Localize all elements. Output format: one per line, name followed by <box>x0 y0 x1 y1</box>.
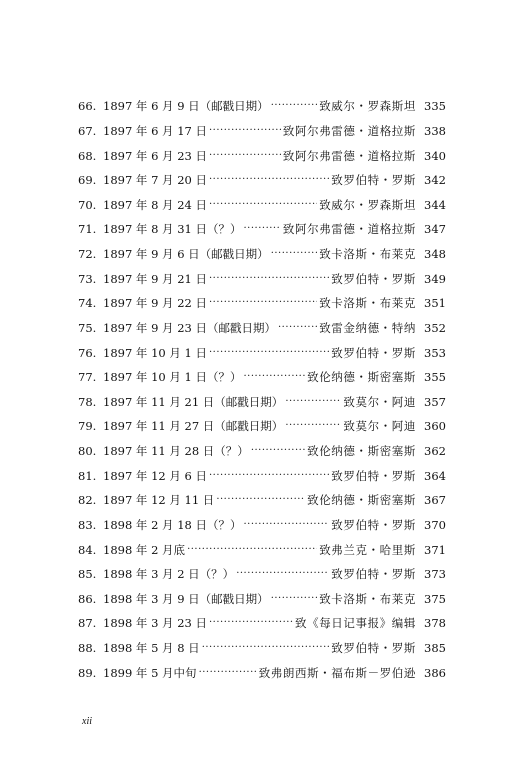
toc-entry[interactable] <box>78 414 446 439</box>
entry-number: 75. <box>78 320 97 335</box>
entry-date: 1897 年 6 月 9 日（邮戳日期） <box>103 99 269 114</box>
entry-date: 1897 年 6 月 17 日 <box>103 123 207 138</box>
entry-recipient: 致罗伯特・罗斯 <box>331 173 416 188</box>
entry-date: 1897 年 10 月 1 日 <box>103 345 207 360</box>
toc-entry[interactable] <box>78 513 446 538</box>
entry-number: 79. <box>78 419 97 434</box>
dot-leader <box>285 421 341 431</box>
entry-recipient: 致罗伯特・罗斯 <box>331 468 416 483</box>
entry-page-number: 385 <box>424 641 446 656</box>
entry-date: 1897 年 12 月 11 日 <box>103 493 215 508</box>
entry-date: 1898 年 2 月 18 日（？） <box>103 517 242 532</box>
toc-entry[interactable] <box>78 390 446 415</box>
entry-number: 72. <box>78 247 97 262</box>
entry-date: 1897 年 8 月 31 日（？） <box>103 222 242 237</box>
toc-entry[interactable] <box>78 488 446 513</box>
entry-page-number: 353 <box>424 345 446 360</box>
entry-page-number: 338 <box>424 123 446 138</box>
dot-leader <box>244 372 306 382</box>
entry-page-number: 362 <box>424 444 446 459</box>
dot-leader <box>209 618 293 628</box>
entry-page-number: 370 <box>424 517 446 532</box>
toc-entry[interactable] <box>78 217 446 242</box>
toc-entry[interactable] <box>78 168 446 193</box>
entry-number: 69. <box>78 173 97 188</box>
toc-entry[interactable] <box>78 660 446 685</box>
entry-recipient: 致伦纳德・斯密塞斯 <box>307 370 416 385</box>
entry-date: 1897 年 10 月 1 日（？） <box>103 370 242 385</box>
entry-date: 1897 年 7 月 20 日 <box>103 173 207 188</box>
dot-leader <box>209 126 281 136</box>
entry-number: 70. <box>78 197 97 212</box>
entry-number: 73. <box>78 271 97 286</box>
toc-entry[interactable] <box>78 119 446 144</box>
entry-page-number: 375 <box>424 591 446 606</box>
dot-leader <box>271 101 318 111</box>
toc-entry[interactable] <box>78 143 446 168</box>
dot-leader <box>209 151 281 161</box>
toc-entry[interactable] <box>78 537 446 562</box>
entry-recipient: 致《每日记事报》编辑 <box>295 616 416 631</box>
toc-entry[interactable] <box>78 291 446 316</box>
entry-number: 85. <box>78 567 97 582</box>
dot-leader <box>244 224 281 234</box>
entry-page-number: 355 <box>424 370 446 385</box>
entry-recipient: 致罗伯特・罗斯 <box>331 567 416 582</box>
entry-date: 1897 年 11 月 27 日（邮戳日期） <box>103 419 284 434</box>
entry-recipient: 致威尔・罗森斯坦 <box>319 197 416 212</box>
toc-entry[interactable] <box>78 636 446 661</box>
entry-page-number: 367 <box>424 493 446 508</box>
page-folio: xii <box>82 716 92 727</box>
entry-recipient: 致罗伯特・罗斯 <box>331 641 416 656</box>
entry-number: 78. <box>78 394 97 409</box>
entry-number: 66. <box>78 99 97 114</box>
entry-date: 1897 年 9 月 21 日 <box>103 271 207 286</box>
entry-page-number: 342 <box>424 173 446 188</box>
entry-page-number: 386 <box>424 665 446 680</box>
entry-date: 1897 年 9 月 6 日（邮戳日期） <box>103 247 269 262</box>
entry-date: 1898 年 3 月 9 日（邮戳日期） <box>103 591 269 606</box>
entry-number: 82. <box>78 493 97 508</box>
entry-page-number: 347 <box>424 222 446 237</box>
toc-entry[interactable] <box>78 463 446 488</box>
entry-number: 67. <box>78 123 97 138</box>
toc-entry[interactable] <box>78 316 446 341</box>
entry-page-number: 352 <box>424 320 446 335</box>
entry-page-number: 340 <box>424 148 446 163</box>
entry-page-number: 373 <box>424 567 446 582</box>
toc-entry[interactable] <box>78 587 446 612</box>
entry-number: 77. <box>78 370 97 385</box>
dot-leader <box>199 668 257 678</box>
entry-page-number: 364 <box>424 468 446 483</box>
entry-date: 1897 年 12 月 6 日 <box>103 468 207 483</box>
entry-date: 1897 年 11 月 21 日（邮戳日期） <box>103 394 284 409</box>
entry-number: 86. <box>78 591 97 606</box>
dot-leader <box>209 200 317 210</box>
entry-date: 1898 年 5 月 8 日 <box>103 641 200 656</box>
entry-recipient: 致阿尔弗雷德・道格拉斯 <box>282 222 416 237</box>
entry-number: 68. <box>78 148 97 163</box>
entry-recipient: 致卡洛斯・布莱克 <box>319 296 416 311</box>
entry-recipient: 致莫尔・阿迪 <box>343 394 416 409</box>
entry-number: 80. <box>78 444 97 459</box>
entry-number: 87. <box>78 616 97 631</box>
dot-leader <box>202 643 330 653</box>
entry-number: 81. <box>78 468 97 483</box>
entry-page-number: 349 <box>424 271 446 286</box>
entry-page-number: 360 <box>424 419 446 434</box>
entry-page-number: 357 <box>424 394 446 409</box>
entry-number: 83. <box>78 517 97 532</box>
toc-entry[interactable] <box>78 562 446 587</box>
dot-leader <box>271 594 318 604</box>
entry-date: 1898 年 3 月 2 日（？） <box>103 567 235 582</box>
entry-page-number: 351 <box>424 296 446 311</box>
toc-entry[interactable] <box>78 365 446 390</box>
entry-date: 1899 年 5 月中旬 <box>103 665 197 680</box>
toc-entry[interactable] <box>78 94 446 119</box>
dot-leader <box>209 274 329 284</box>
table-of-contents <box>78 94 446 685</box>
entry-number: 74. <box>78 296 97 311</box>
entry-number: 89. <box>78 665 97 680</box>
toc-entry[interactable] <box>78 266 446 291</box>
toc-entry[interactable] <box>78 193 446 218</box>
dot-leader <box>209 471 329 481</box>
entry-number: 88. <box>78 641 97 656</box>
dot-leader <box>209 175 329 185</box>
entry-page-number: 378 <box>424 616 446 631</box>
entry-page-number: 335 <box>424 99 446 114</box>
entry-recipient: 致罗伯特・罗斯 <box>331 271 416 286</box>
dot-leader <box>209 298 317 308</box>
toc-entry[interactable] <box>78 242 446 267</box>
dot-leader <box>271 249 318 259</box>
toc-entry[interactable] <box>78 439 446 464</box>
entry-number: 84. <box>78 542 97 557</box>
dot-leader <box>285 397 341 407</box>
entry-date: 1897 年 9 月 22 日 <box>103 296 207 311</box>
entry-recipient: 致弗兰克・哈里斯 <box>319 542 416 557</box>
dot-leader <box>209 348 329 358</box>
entry-recipient: 致弗朗西斯・福布斯－罗伯逊 <box>258 665 416 680</box>
dot-leader <box>278 323 317 333</box>
entry-number: 71. <box>78 222 97 237</box>
entry-recipient: 致莫尔・阿迪 <box>343 419 416 434</box>
entry-date: 1897 年 11 月 28 日（？） <box>103 444 249 459</box>
entry-date: 1898 年 3 月 23 日 <box>103 616 207 631</box>
toc-entry[interactable] <box>78 611 446 636</box>
entry-page-number: 344 <box>424 197 446 212</box>
dot-leader <box>236 569 329 579</box>
entry-recipient: 致雷金纳德・特纳 <box>319 320 416 335</box>
entry-recipient: 致卡洛斯・布莱克 <box>319 247 416 262</box>
entry-date: 1897 年 9 月 23 日（邮戳日期） <box>103 320 276 335</box>
entry-recipient: 致伦纳德・斯密塞斯 <box>307 493 416 508</box>
dot-leader <box>251 446 305 456</box>
entry-recipient: 致罗伯特・罗斯 <box>331 517 416 532</box>
entry-date: 1897 年 8 月 24 日 <box>103 197 207 212</box>
entry-recipient: 致伦纳德・斯密塞斯 <box>307 444 416 459</box>
dot-leader <box>216 495 305 505</box>
entry-page-number: 348 <box>424 247 446 262</box>
entry-recipient: 致罗伯特・罗斯 <box>331 345 416 360</box>
toc-entry[interactable] <box>78 340 446 365</box>
entry-page-number: 371 <box>424 542 446 557</box>
entry-number: 76. <box>78 345 97 360</box>
entry-date: 1898 年 2 月底 <box>103 542 186 557</box>
dot-leader <box>244 520 330 530</box>
entry-recipient: 致阿尔弗雷德・道格拉斯 <box>282 148 416 163</box>
entry-recipient: 致卡洛斯・布莱克 <box>319 591 416 606</box>
entry-recipient: 致威尔・罗森斯坦 <box>319 99 416 114</box>
entry-date: 1897 年 6 月 23 日 <box>103 148 207 163</box>
entry-recipient: 致阿尔弗雷德・道格拉斯 <box>282 123 416 138</box>
dot-leader <box>187 545 317 555</box>
